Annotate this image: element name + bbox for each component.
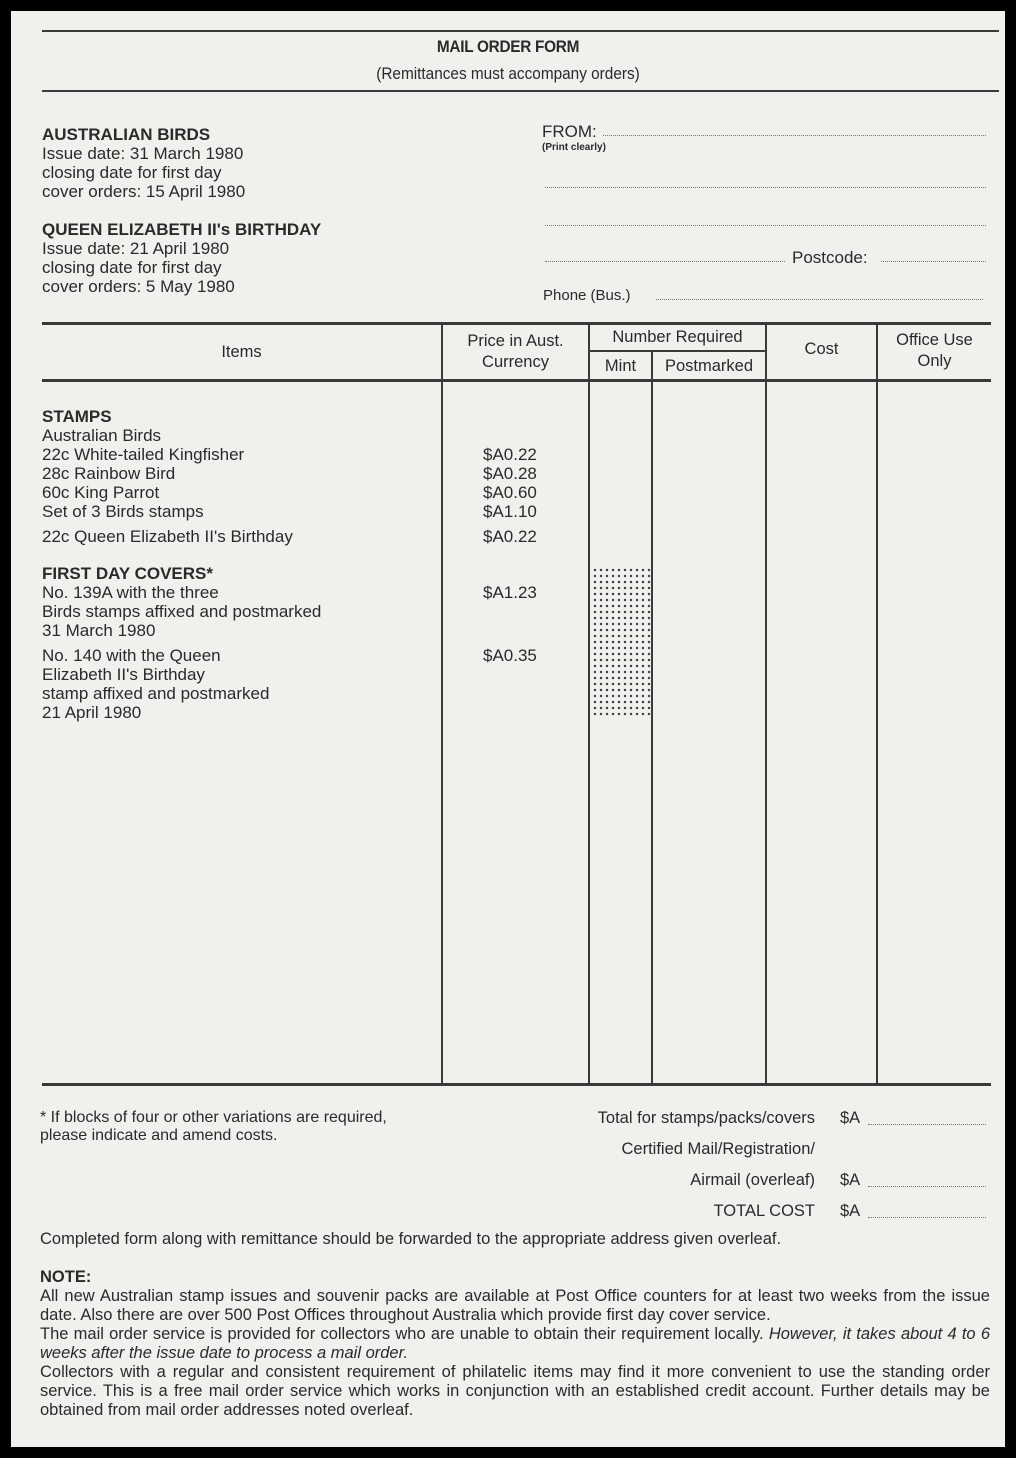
price-cell: $A0.35 bbox=[483, 646, 537, 665]
column-divider bbox=[876, 323, 878, 1085]
currency-label: $A bbox=[840, 1109, 861, 1127]
cover-line: 21 April 1980 bbox=[42, 703, 142, 722]
cover-line: Birds stamps affixed and postmarked bbox=[42, 602, 322, 621]
header-price bbox=[443, 331, 588, 373]
total-cost-field[interactable] bbox=[868, 1217, 986, 1218]
phone-label: Phone (Bus.) bbox=[543, 287, 631, 304]
certified-mail-label: Certified Mail/Registration/ bbox=[621, 1140, 815, 1158]
price-cell: $A1.10 bbox=[483, 502, 537, 521]
mint-not-applicable-shading bbox=[592, 567, 652, 717]
header-bottom-rule bbox=[42, 90, 999, 92]
table-bottom-rule bbox=[42, 1083, 991, 1086]
closing-date-line: cover orders: 5 May 1980 bbox=[42, 277, 235, 296]
header-office-use bbox=[878, 330, 991, 372]
header-office-line: Office Use bbox=[896, 331, 973, 349]
note-section bbox=[40, 1268, 990, 1420]
item-row: Set of 3 Birds stamps bbox=[42, 502, 204, 521]
issue-heading: AUSTRALIAN BIRDS bbox=[42, 125, 211, 144]
header-number-required: Number Required bbox=[612, 328, 743, 346]
from-line-2[interactable] bbox=[545, 187, 986, 188]
footnote bbox=[40, 1109, 387, 1145]
price-cell: $A0.60 bbox=[483, 483, 537, 502]
issue-australian-birds bbox=[42, 125, 245, 201]
covers-section bbox=[42, 564, 321, 722]
mint-quantity-column[interactable] bbox=[590, 382, 651, 567]
footnote-line: please indicate and amend costs. bbox=[40, 1127, 278, 1144]
price-cell: $A1.23 bbox=[483, 583, 537, 602]
total-cost-label: TOTAL COST bbox=[713, 1202, 815, 1220]
total-stamps-field[interactable] bbox=[868, 1124, 986, 1125]
header-postmarked: Postmarked bbox=[664, 357, 754, 375]
column-divider bbox=[441, 323, 443, 1085]
item-row: 22c White-tailed Kingfisher bbox=[42, 445, 245, 464]
price-cell: $A0.22 bbox=[483, 527, 537, 546]
closing-date-line: cover orders: 15 April 1980 bbox=[42, 182, 246, 201]
phone-field[interactable] bbox=[656, 299, 983, 300]
top-rule bbox=[42, 30, 999, 32]
note-paragraph bbox=[40, 1325, 990, 1363]
form-subtitle: (Remittances must accompany orders) bbox=[376, 65, 640, 83]
completed-form-note: Completed form along with remittance should be forwarded to the appropriate address given overleaf. bbox=[40, 1230, 782, 1248]
note-heading: NOTE: bbox=[40, 1268, 92, 1286]
currency-label: $A bbox=[840, 1171, 861, 1189]
note-text-italic: However, it takes about 4 to 6 weeks after the issue date to process a mail order. bbox=[40, 1325, 990, 1362]
table-top-rule bbox=[42, 322, 991, 325]
cost-column[interactable] bbox=[767, 382, 876, 1082]
postcode-field[interactable] bbox=[881, 261, 986, 262]
closing-date-line: closing date for first day bbox=[42, 163, 222, 182]
stamps-subheading: Australian Birds bbox=[42, 426, 162, 445]
note-paragraph: All new Australian stamp issues and souvenir packs are available at Post Office counters for at least two weeks from the issue date. Also there are over 500 Post Offices throughout Australia which provide first day cover service. bbox=[40, 1287, 990, 1324]
postcode-label: Postcode: bbox=[792, 248, 868, 267]
issue-date: Issue date: 31 March 1980 bbox=[42, 144, 244, 163]
airmail-field[interactable] bbox=[868, 1186, 986, 1187]
item-row: 22c Queen Elizabeth II's Birthday bbox=[42, 527, 293, 546]
header-price-line: Currency bbox=[482, 353, 549, 371]
note-paragraph: Collectors with a regular and consistent requirement of philatelic items may find it more convenient to use the standing order service. This is a free mail order service which works in conjunction with an established credit account. Further details may be obtained from mail order addresses noted overleaf. bbox=[40, 1363, 990, 1419]
from-line-3[interactable] bbox=[545, 225, 986, 226]
currency-label: $A bbox=[840, 1202, 861, 1220]
cover-line: No. 140 with the Queen bbox=[42, 646, 221, 665]
footnote-line: * If blocks of four or other variations are required, bbox=[40, 1109, 387, 1126]
covers-heading: FIRST DAY COVERS* bbox=[42, 564, 213, 583]
postmarked-quantity-column[interactable] bbox=[653, 382, 765, 1082]
price-cell: $A0.22 bbox=[483, 445, 537, 464]
issue-queen-birthday bbox=[42, 220, 321, 296]
price-cell: $A0.28 bbox=[483, 464, 537, 483]
cover-line: Elizabeth II's Birthday bbox=[42, 665, 205, 684]
header-mint: Mint bbox=[604, 357, 637, 375]
cover-line: No. 139A with the three bbox=[42, 583, 219, 602]
from-line-4[interactable] bbox=[545, 261, 785, 262]
item-row: 60c King Parrot bbox=[42, 483, 160, 502]
note-text: The mail order service is provided for collectors who are unable to obtain their requirement locally. bbox=[40, 1325, 769, 1343]
header-office-line: Only bbox=[917, 352, 952, 370]
total-stamps-label: Total for stamps/packs/covers bbox=[597, 1109, 815, 1127]
item-row: 28c Rainbow Bird bbox=[42, 464, 176, 483]
from-line-1[interactable] bbox=[603, 135, 986, 136]
print-clearly-hint: (Print clearly) bbox=[542, 142, 606, 153]
cover-line: 31 March 1980 bbox=[42, 621, 156, 640]
number-required-divider bbox=[588, 350, 767, 352]
stamps-heading: STAMPS bbox=[42, 407, 112, 426]
header-price-line: Price in Aust. bbox=[467, 332, 564, 350]
form-title: MAIL ORDER FORM bbox=[436, 38, 580, 56]
issue-date: Issue date: 21 April 1980 bbox=[42, 239, 230, 258]
mail-order-form-page bbox=[11, 11, 1005, 1447]
header-cost: Cost bbox=[804, 340, 839, 358]
stamps-prices bbox=[483, 445, 537, 546]
issue-heading: QUEEN ELIZABETH II's BIRTHDAY bbox=[42, 220, 322, 239]
header-items: Items bbox=[221, 343, 262, 361]
airmail-label: Airmail (overleaf) bbox=[690, 1171, 815, 1189]
cover-line: stamp affixed and postmarked bbox=[42, 684, 270, 703]
closing-date-line: closing date for first day bbox=[42, 258, 222, 277]
from-label: FROM: bbox=[542, 122, 597, 141]
stamps-section bbox=[42, 407, 293, 546]
